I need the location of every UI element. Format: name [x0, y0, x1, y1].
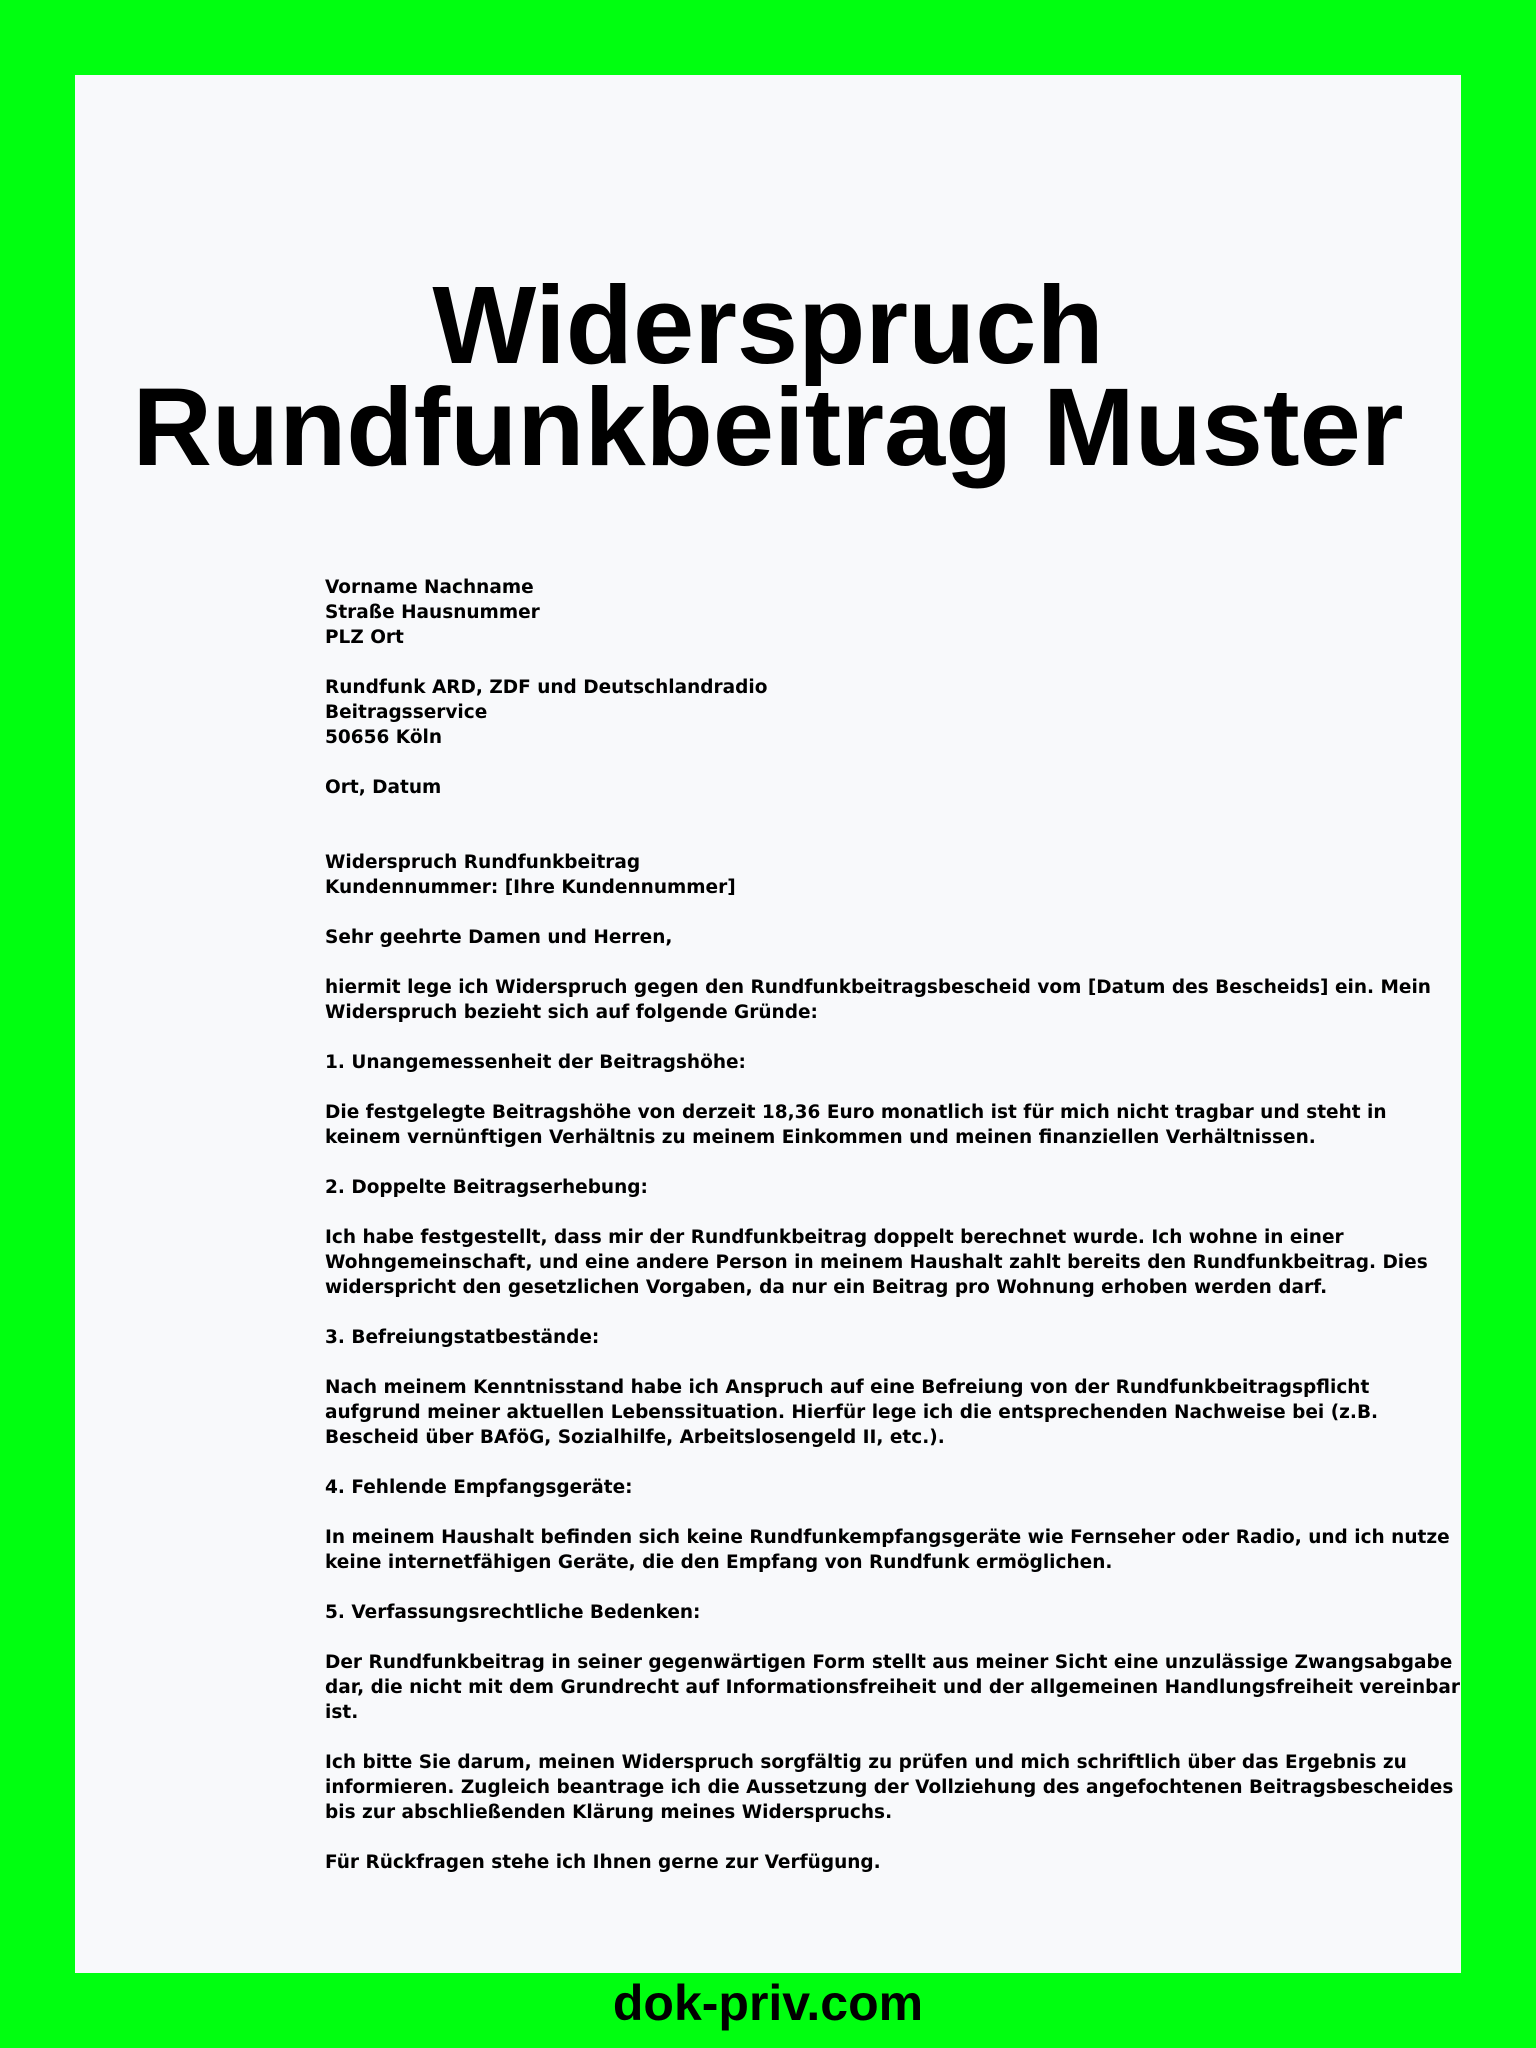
letter-body: [325, 575, 1461, 1875]
recipient-dept: Beitragsservice: [325, 702, 488, 723]
recipient-address: [325, 675, 1365, 750]
paragraph-line: keine internetfähigen Geräte, die den Empfang von Rundfunk ermöglichen.: [325, 1552, 1113, 1573]
sender-name: Vorname Nachname: [325, 577, 534, 598]
subject-line: Widerspruch Rundfunkbeitrag: [325, 852, 641, 873]
salutation: Sehr geehrte Damen und Herren,: [325, 927, 673, 948]
paragraph-line: Die festgelegte Beitragshöhe von derzeit 18,36 Euro monatlich ist für mich nicht tragbar und steht in: [325, 1102, 1387, 1123]
paragraph-line: aufgrund meiner aktuellen Lebenssituation. Hierfür lege ich die entsprechenden Nachweise bei (z.B.: [325, 1402, 1379, 1423]
paragraph-line: Bescheid über BAföG, Sozialhilfe, Arbeitslosengeld II, etc.).: [325, 1427, 945, 1448]
reason-paragraph: [325, 1100, 1387, 1150]
paragraph-line: Ich habe festgestellt, dass mir der Rundfunkbeitrag doppelt berechnet wurde. Ich wohne in einer: [325, 1227, 1344, 1248]
title-line-1: Widerspruch: [432, 264, 1104, 387]
intro-paragraph: [325, 975, 1431, 1025]
paragraph-line: widerspricht den gesetzlichen Vorgaben, da nur ein Beitrag pro Wohnung erhoben werden darf.: [325, 1277, 1328, 1298]
recipient-org: Rundfunk ARD, ZDF und Deutschlandradio: [325, 677, 768, 698]
recipient-city: 50656 Köln: [325, 727, 443, 748]
paragraph-line: informieren. Zugleich beantrage ich die Aussetzung der Vollziehung des angefochtenen Beitragsbescheides: [325, 1777, 1454, 1798]
paragraph-line: Wohngemeinschaft, und eine andere Person in meinem Haushalt zahlt bereits den Rundfunkbeitrag. Dies: [325, 1252, 1428, 1273]
reason-heading: 2. Doppelte Beitragserhebung:: [325, 1177, 648, 1198]
paragraph-line: Der Rundfunkbeitrag in seiner gegenwärtigen Form stellt aus meiner Sicht eine unzulässige Zwangsabgabe: [325, 1652, 1453, 1673]
reason-heading: 4. Fehlende Empfangsgeräte:: [325, 1477, 633, 1498]
paragraph-line: bis zur abschließenden Klärung meines Widerspruchs.: [325, 1802, 893, 1823]
footer-watermark: dok-priv.com: [612, 1975, 924, 2031]
reason-paragraph: [325, 1525, 1450, 1575]
paragraph-line: Ich bitte Sie darum, meinen Widerspruch sorgfältig zu prüfen und mich schriftlich über das Ergebnis zu: [325, 1752, 1407, 1773]
sender-street: Straße Hausnummer: [325, 602, 540, 623]
request-paragraph: [325, 1750, 1454, 1825]
customer-number: Kundennummer: [Ihre Kundennummer]: [325, 877, 736, 898]
paragraph-line: ist.: [325, 1702, 359, 1723]
reason-heading: 1. Unangemessenheit der Beitragshöhe:: [325, 1052, 746, 1073]
paragraph-line: Nach meinem Kenntnisstand habe ich Anspruch auf eine Befreiung von der Rundfunkbeitragspflicht: [325, 1377, 1370, 1398]
paragraph-line: hiermit lege ich Widerspruch gegen den Rundfunkbeitragsbescheid vom [Datum des Bescheids] ein. Mein: [325, 977, 1431, 998]
sender-city: PLZ Ort: [325, 627, 404, 648]
closing-line: Für Rückfragen stehe ich Ihnen gerne zur Verfügung.: [325, 1852, 881, 1873]
place-date: Ort, Datum: [325, 777, 442, 798]
paragraph-line: dar, die nicht mit dem Grundrecht auf Informationsfreiheit und der allgemeinen Handlungsfreiheit vereinbar: [325, 1677, 1461, 1698]
reason-paragraph: [325, 1225, 1428, 1300]
paragraph-line: Widerspruch bezieht sich auf folgende Gründe:: [325, 1002, 818, 1023]
reason-paragraph: [325, 1650, 1461, 1725]
sender-address: [325, 575, 1365, 650]
document-sheet: [75, 75, 1461, 2031]
reason-heading: 3. Befreiungstatbestände:: [325, 1327, 600, 1348]
paragraph-line: In meinem Haushalt befinden sich keine Rundfunkempfangsgeräte wie Fernseher oder Radio, und ich nutze: [325, 1527, 1450, 1548]
reason-paragraph: [325, 1375, 1379, 1450]
title-line-2: Rundfunkbeitrag Muster: [132, 366, 1404, 489]
reason-heading: 5. Verfassungsrechtliche Bedenken:: [325, 1602, 701, 1623]
paragraph-line: keinem vernünftigen Verhältnis zu meinem Einkommen und meinen finanziellen Verhältnissen.: [325, 1127, 1316, 1148]
page-title: [75, 264, 1461, 489]
subject: [325, 850, 1365, 900]
